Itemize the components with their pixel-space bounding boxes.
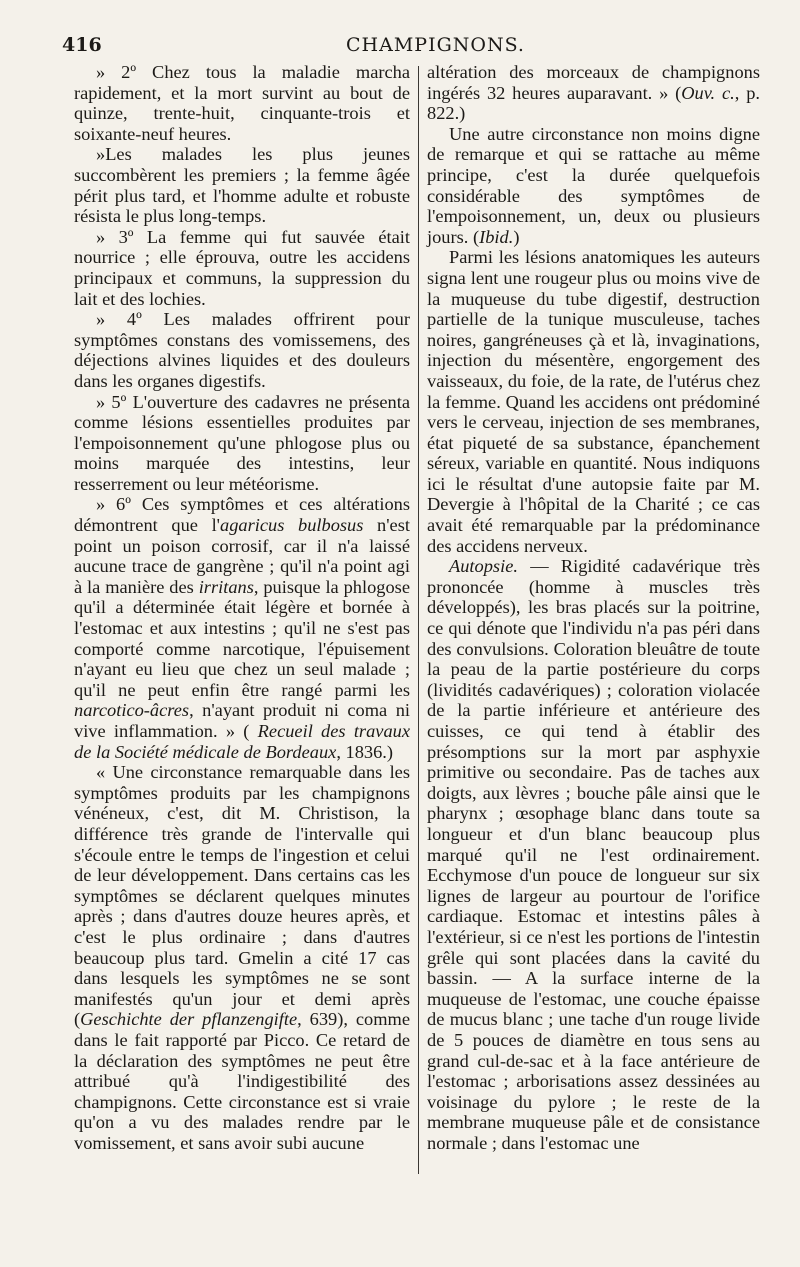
- paragraph: »Les malades les plus jeunes succombèrent les premiers ; la femme âgée périt plus tard, et l'homme adulte et robuste résista le plus long-temps.: [74, 144, 410, 227]
- left-column: [74, 62, 410, 1153]
- paragraph: « Une circonstance remarquable dans les symptômes produits par les champignons vénéneux, c'est, dit M. Christison, la différence très grande de l'intervalle qui s'écoule entre le temps de l'ingestion et celui de leur développement. Dans certains cas les symptômes se déclarent quelques minutes après ; dans d'autres douze heures après, et c'est le plus ordinaire ; dans d'autres beaucoup plus tard. Gmelin a cité 17 cas dans lesquels les symptômes ne se sont manifestés qu'un jour et demi après (Geschichte der pflanzengifte, 639), comme dans le fait rapporté par Picco. Ce retard de la déclaration des symptômes ne peut être attribué qu'à l'indigestibilité des champignons. Cette circonstance est si vraie qu'on a vu des malades rendre par le vomissement, et sans avoir subi aucune: [74, 762, 410, 1153]
- running-title: CHAMPIGNONS.: [346, 34, 525, 56]
- paragraph: Parmi les lésions anatomiques les auteurs signa lent une rougeur plus ou moins vive de la muqueuse du tube digestif, destruction partielle de la tunique musculeuse, taches noires, gangréneuses çà et là, invaginations, injection du mésentère, engorgement des vaisseaux, du foie, de la rate, de l'utérus chez la femme. Quand les accidens ont prédominé vers le cerveau, injection de ses membranes, état piqueté de sa substance, épanchement séreux, variable en quantité. Nous indiquons ici le résultat d'une autopsie faite par M. Devergie à l'hôpital de la Charité ; ce cas avait été remarquable par la prédominance des accidens nerveux.: [427, 247, 760, 556]
- paragraph: altération des morceaux de champignons ingérés 32 heures auparavant. » (Ouv. c., p. 822.): [427, 62, 760, 124]
- paragraph: » 2º Chez tous la maladie marcha rapidement, et la mort survint au bout de quinze, trente-huit, cinquante-trois et soixante-neuf heures.: [74, 62, 410, 144]
- paragraph: » 4º Les malades offrirent pour symptômes constans des vomissemens, des déjections alvines liquides et des douleurs dans les organes digestifs.: [74, 309, 410, 391]
- column-divider: [418, 66, 419, 1174]
- paragraph: Autopsie. — Rigidité cadavérique très prononcée (homme à muscles très développés), les bras placés sur la poitrine, ce qui dénote que l'individu n'a pas péri dans des convulsions. Coloration bleuâtre de toute la peau de la partie postérieure du corps (lividités cadavériques) ; coloration violacée de la partie inférieure et antérieure des cuisses, ce qui tend à établir des présomptions sur la mort par asphyxie primitive ou secondaire. Pas de taches aux doigts, aux lèvres ; bouche pâle ainsi que le pharynx ; œsophage blanc dans toute sa longueur et d'un blanc beaucoup plus marqué qu'il ne l'est ordinairement. Ecchymose d'un pouce de longueur sur six lignes de largeur au pourtour de l'orifice cardiaque. Estomac et intestins pâles à l'extérieur, si ce n'est les portions de l'intestin grêle qui sont placées dans la cavité du bassin. — A la surface interne de la muqueuse de l'estomac, une couche épaisse de mucus blanc ; une tache d'un rouge livide de 5 pouces de diamètre en tous sens au grand cul-de-sac et à la face antérieure de l'estomac ; arborisations assez dessinées au voisinage du pylore ; le reste de la membrane muqueuse pâle et de consistance normale ; dans l'estomac une: [427, 556, 760, 1153]
- paragraph: » 5º L'ouverture des cadavres ne présenta comme lésions essentielles produites par l'empoisonnement qu'une phlogose plus ou moins marquée des intestins, leur resserrement ou leur météorisme.: [74, 391, 410, 494]
- page-number: 416: [62, 34, 102, 56]
- page-header: [62, 34, 760, 60]
- paragraph: » 3º La femme qui fut sauvée était nourrice ; elle éprouva, outre les accidens principaux et communs, la suppression du lait et des lochies.: [74, 226, 410, 309]
- paragraph: Une autre circonstance non moins digne de remarque et qui se rattache au même principe, c'est la durée quelquefois considérable des symptômes de l'empoisonnement, un, deux ou plusieurs jours. (Ibid.): [427, 123, 760, 247]
- right-column: [427, 62, 760, 1153]
- paragraph: » 6º Ces symptômes et ces altérations démontrent que l'agaricus bulbosus n'est point un poison corrosif, car il n'a laissé aucune trace de gangrène ; qu'il n'a point agi à la manière des irritans, puisque la phlogose qu'il a déterminée était légère et bornée à l'estomac et aux intestins ; qu'il ne s'est pas comporté comme narcotique, l'épuisement n'ayant eu lieu que chez un seul malade ; qu'il ne peut enfin être rangé parmi les narcotico-âcres, n'ayant produit ni coma ni vive inflammation. » ( Recueil des travaux de la Société médicale de Bordeaux, 1836.): [74, 494, 411, 762]
